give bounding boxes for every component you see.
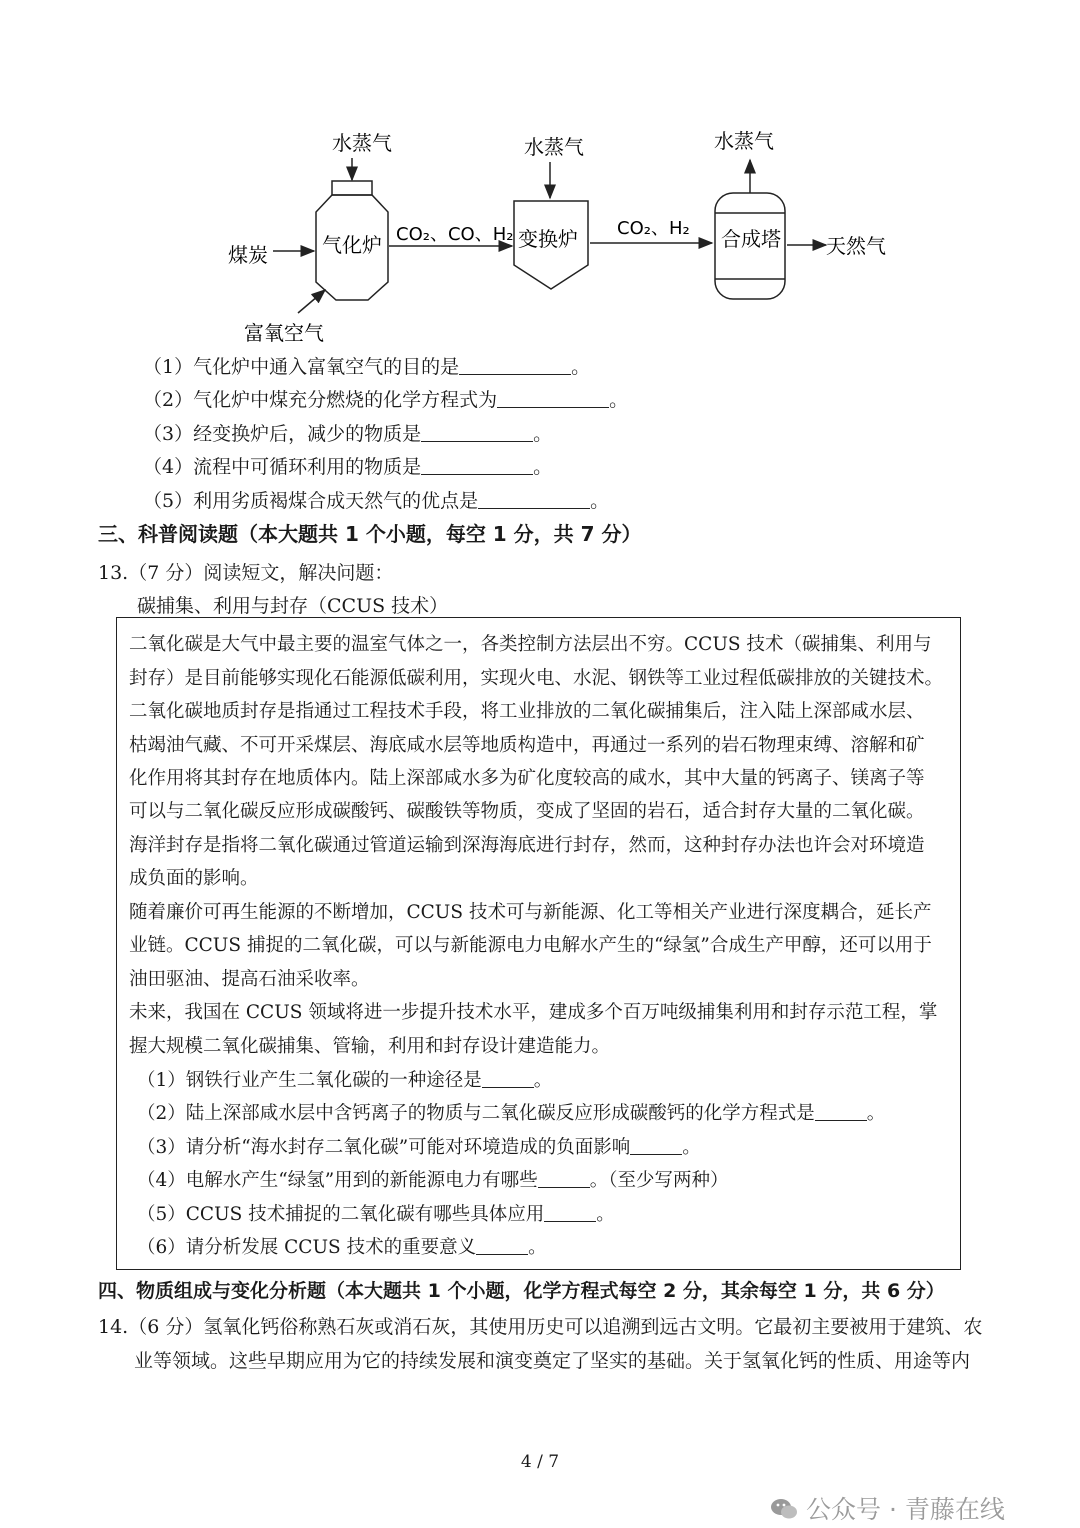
steam-label-1: 水蒸气 [332, 131, 392, 155]
section-4-heading: 四、物质组成与变化分析题（本大题共 1 个小题，化学方程式每空 2 分，其余每空 1 分，共 6 分） [98, 1280, 945, 1302]
q13-question-4: （4）电解水产生“绿氢”用到的新能源电力有哪些 。（至少写两种） [137, 1170, 729, 1191]
q12-item-5: （5）利用劣质褐煤合成天然气的优点是 。 [143, 490, 610, 512]
section-3-heading: 三、科普阅读题（本大题共 1 个小题，每空 1 分，共 7 分） [98, 522, 642, 546]
stream-label-2: CO₂、H₂ [617, 218, 690, 239]
article-line: 海洋封存是指将二氧化碳通过管道运输到深海海底进行封存，然而，这种封存办法也许会对环境造 [129, 835, 925, 856]
answer-blank[interactable] [482, 1069, 534, 1088]
answer-blank[interactable] [497, 389, 609, 408]
shift-furnace-label: 变换炉 [518, 227, 578, 251]
wechat-icon [770, 1497, 798, 1521]
q12-item-4: （4）流程中可循环利用的物质是 。 [143, 456, 553, 478]
article-line: 油田驱油、提高石油采收率。 [129, 969, 370, 990]
answer-blank[interactable] [421, 456, 533, 475]
page-number: 4 / 7 [520, 1452, 560, 1472]
steam-label-3: 水蒸气 [714, 129, 774, 153]
answer-blank[interactable] [459, 356, 571, 375]
q13-question-3: （3）请分析“海水封存二氧化碳”可能对环境造成的负面影响 。 [137, 1137, 701, 1158]
watermark-text: 公众号 · 青藤在线 [806, 1495, 1005, 1524]
q13-question-5: （5）CCUS 技术捕捉的二氧化碳有哪些具体应用 。 [137, 1204, 615, 1225]
air-arrow [298, 290, 325, 313]
q12-item-1: （1）气化炉中通入富氧空气的目的是 。 [143, 356, 591, 378]
stream-label-1: CO₂、CO、H₂ [396, 224, 514, 245]
article-line: 封存）是目前能够实现化石能源低碳利用，实现火电、水泥、钢铁等工业过程低碳排放的关键技术。 [129, 668, 944, 689]
article-line: 未来，我国在 CCUS 领域将进一步提升技术水平，建成多个百万吨级捕集利用和封存示范工程，掌 [129, 1002, 938, 1023]
watermark [770, 1490, 1005, 1526]
answer-blank[interactable] [630, 1136, 682, 1155]
q13-article-title: 碳捕集、利用与封存（CCUS 技术） [137, 595, 449, 617]
article-line: 成负面的影响。 [129, 868, 259, 889]
q13-question-2: （2）陆上深部咸水层中含钙离子的物质与二氧化碳反应形成碳酸钙的化学方程式是 。 [137, 1103, 886, 1124]
article-line: 可以与二氧化碳反应形成碳酸钙、碳酸铁等物质，变成了坚固的岩石，适合封存大量的二氧化碳。 [129, 801, 925, 822]
q13-question-1: （1）钢铁行业产生二氧化碳的一种途径是 。 [137, 1070, 553, 1091]
q14-line-2: 业等领域。这些早期应用为它的持续发展和演变奠定了坚实的基础。关于氢氧化钙的性质、用途等内 [134, 1350, 971, 1372]
answer-blank[interactable] [815, 1102, 867, 1121]
q13-question-6: （6）请分析发展 CCUS 技术的重要意义 。 [137, 1237, 547, 1258]
oxygen-air-label: 富氧空气 [244, 321, 324, 345]
article-line: 握大规模二氧化碳捕集、管输，利用和封存设计建造能力。 [129, 1036, 611, 1057]
article-line: 枯竭油气藏、不可开采煤层、海底咸水层等地质构造中，再通过一系列的岩石物理束缚、溶解和矿 [129, 735, 925, 756]
article-line: 业链。CCUS 捕捉的二氧化碳，可以与新能源电力电解水产生的“绿氢”合成生产甲醇，还可以用于 [129, 935, 932, 956]
q12-item-3: （3）经变换炉后，减少的物质是 。 [143, 423, 553, 445]
steam-label-2: 水蒸气 [524, 135, 584, 159]
article-line: 二氧化碳地质封存是指通过工程技术手段，将工业排放的二氧化碳捕集后，注入陆上深部咸水层、 [129, 701, 925, 722]
coal-label: 煤炭 [228, 243, 268, 267]
q13-intro: 13.（7 分）阅读短文，解决问题： [98, 562, 394, 584]
process-flow-diagram [0, 0, 1080, 350]
answer-blank[interactable] [476, 1236, 528, 1255]
answer-blank[interactable] [544, 1203, 596, 1222]
q12-item-2: （2）气化炉中煤充分燃烧的化学方程式为 。 [143, 389, 629, 411]
answer-blank[interactable] [478, 490, 590, 509]
answer-blank[interactable] [538, 1169, 590, 1188]
gasifier-label: 气化炉 [322, 233, 382, 257]
answer-blank[interactable] [421, 423, 533, 442]
article-line: 化作用将其封存在地质体内。陆上深部咸水多为矿化度较高的咸水，其中大量的钙离子、镁离子等 [129, 768, 925, 789]
article-line: 二氧化碳是大气中最主要的温室气体之一，各类控制方法层出不穷。CCUS 技术（碳捕集、利用与 [129, 634, 932, 655]
article-line: 随着廉价可再生能源的不断增加，CCUS 技术可与新能源、化工等相关产业进行深度耦合，延长产 [129, 902, 932, 923]
synthesis-tower-label: 合成塔 [721, 227, 781, 251]
gasifier-cap [332, 181, 372, 195]
natural-gas-label: 天然气 [826, 234, 886, 258]
q14-line-1: 14.（6 分）氢氧化钙俗称熟石灰或消石灰，其使用历史可以追溯到远古文明。它最初主要被用于建筑、农 [98, 1316, 983, 1338]
